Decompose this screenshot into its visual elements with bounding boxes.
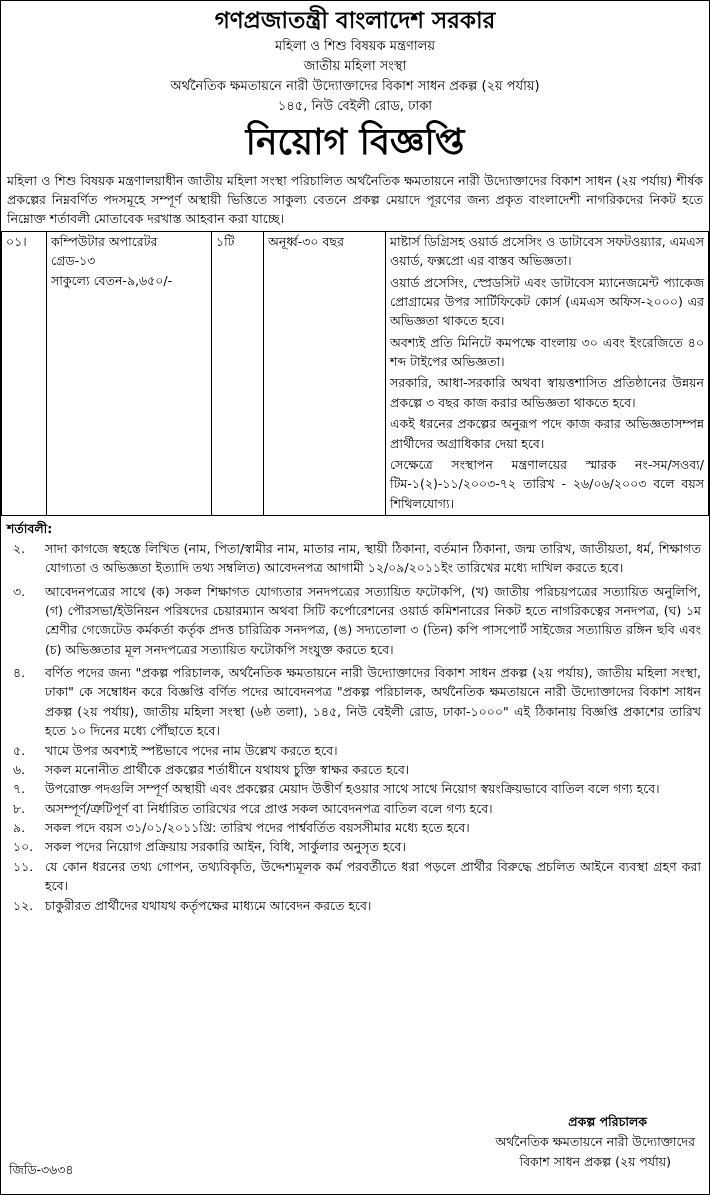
condition-text: উপরোক্ত পদগুলি সম্পূর্ণ অস্থায়ী এবং প্রকল্পের মেয়াদ উত্তীর্ণ হওয়ার সাথে সাথে নিয়োগ স্বয়ংক্রিয়ভাবে বাতিল বলে গণ্য হবে।	[45, 781, 660, 797]
post-salary: সাকুল্যে বেতন-৯,৬৫০/-	[51, 272, 173, 288]
post-grade: গ্রেড-১৩	[51, 253, 96, 269]
condition-number: ৬.	[13, 761, 26, 777]
ministry-name: মহিলা ও শিশু বিষয়ক মন্ত্রণালয়	[274, 38, 436, 54]
signatory-project-line1: অর্থনৈতিক ক্ষমতায়নে নারী উদ্যোক্তাদের	[495, 1134, 695, 1149]
condition-text: সকল মনোনীত প্রার্থীকে প্রকল্পের শর্তাধীনে যথাযথ চুক্তি স্বাক্ষর করতে হবে।	[45, 761, 410, 777]
qualification-item: অবশ্যই প্রতি মিনিটে কমপক্ষে বাংলায় ৩০ এবং ইংরেজিতে ৪০ শব্দ টাইপের অভিজ্ঞতা।	[390, 334, 704, 370]
qualification-item: একই ধরনের প্রকল্পের অনুরূপ পদে কাজ করার অভিজ্ঞতাসম্পন্ন প্রার্থীদের অগ্রাধিকার দেয়া হবে।	[390, 416, 704, 451]
qualification-item: ওয়ার্ড প্রসেসিং, স্প্রেডসিট এবং ডাটাবেস ম্যানেজমেন্ট প্যাকেজ প্রোগ্রামের উপর সার্টিফিকেট কোর্স (এমএস অফিস-২০০০) এর অভিজ্ঞতা থাকতে হবে।	[390, 274, 704, 329]
list-item	[1, 663, 709, 741]
post-details	[47, 231, 212, 515]
conditions-list	[1, 539, 709, 915]
list-item	[1, 779, 709, 798]
condition-text: বর্ণিত পদের জন্য "প্রকল্প পরিচালক, অর্থনৈতিক ক্ষমতায়নে নারী উদ্যোক্তাদের বিকাশ সাধন প্রকল্প (২য় পর্যায়), জাতীয় মহিলা সংস্থা, ঢাকা" কে সম্বোধন করে বিজ্ঞপ্তি বর্ণিত পদের আবেদনপত্র "প্রকল্প পরিচালক, অর্থনৈতিক ক্ষমতায়নে নারী উদ্যোক্তাদের বিকাশ সাধন প্রকল্প (২য় পর্যায়), জাতীয় মহিলা সংস্থা (৬ষ্ঠ তলা), ১৪৫, নিউ বেইলী রোড, ঢাকা-১০০০" এই ঠিকানায় বিজ্ঞপ্তি প্রকাশের তারিখ হতে ১০ দিনের মধ্যে পৌঁছাতে হবে।	[45, 665, 701, 739]
post-age-limit: অনূর্ধ্ব-৩০ বছর	[264, 231, 386, 515]
qualification-item: মাষ্টার্স ডিগ্রিসহ ওয়ার্ড প্রসেসিং ও ডাটাবেস সফটওয়্যার, এমএস ওয়ার্ড, ফক্সপ্রো এর বাস্তব অভিজ্ঞতা।	[390, 233, 704, 269]
signatory-designation: প্রকল্প পরিচালক	[568, 1114, 647, 1129]
list-item	[1, 818, 709, 837]
project-name: অর্থনৈতিক ক্ষমতায়নে নারী উদ্যোক্তাদের বিকাশ সাধন প্রকল্প (২য় পর্যায়)	[170, 79, 540, 95]
condition-number: ১০.	[13, 839, 34, 855]
condition-number: ১১.	[13, 858, 34, 874]
post-count: ১টি	[212, 231, 264, 515]
list-item	[1, 539, 709, 578]
notice-header	[1, 7, 709, 165]
condition-number: ৩.	[13, 583, 26, 599]
condition-text: সকল পদের নিয়োগ প্রক্রিয়ায় সরকারি আইন, বিধি, সার্কুলার অনুসৃত হবে।	[45, 839, 406, 855]
list-item	[1, 799, 709, 818]
post-table	[1, 231, 709, 516]
signature-block	[495, 1112, 695, 1172]
condition-text: অসম্পূর্ণ/ত্রুটিপূর্ণ বা নির্ধারিত তারিখের পরে প্রাপ্ত সকল আবেদনপত্র বাতিল বলে গণ্য হবে।	[45, 800, 493, 816]
condition-text: খামে উপর অবশ্যই স্পষ্টভাবে পদের নাম উল্লেখ করতে হবে।	[45, 742, 338, 758]
signatory-project-line2: বিকাশ সাধন প্রকল্প (২য় পর্যায়)	[519, 1154, 671, 1169]
condition-text: যে কোন ধরনের তথ্য গোপন, তথ্যবিকৃতি, উদ্দেশ্যমূলক কর্ম পরবর্তীতে ধরা পড়লে প্রার্থীর বিরুদ্ধে প্রচলিত আইনে ব্যবস্থা গ্রহণ করা হবে।	[45, 858, 701, 894]
gd-number: জিডি-৩৬৩৪	[9, 1162, 74, 1177]
list-item	[1, 760, 709, 779]
condition-number: ২.	[13, 540, 26, 556]
condition-number: ১২.	[13, 897, 34, 913]
conditions-heading: শর্তাবলী:	[7, 521, 53, 537]
intro-paragraph: মহিলা ও শিশু বিষয়ক মন্ত্রণালয়াধীন জাতীয় মহিলা সংস্থা পরিচালিত অর্থনৈতিক ক্ষমতায়নে নারী উদ্যোক্তাদের বিকাশ সাধন (২য় পর্যায়) শীর্ষক প্রকল্পের নিম্নবর্ণিত পদসমূহে সম্পূর্ণ অস্থায়ী ভিত্তিতে সাকুল্য বেতনে প্রকল্প মেয়াদে পূরণের জন্য প্রকৃত বাংলাদেশী নাগরিকদের নিকট হতে নিম্নোক্ত শর্তাবলী মোতাবেক দরখাস্ত আহবান করা যাচ্ছে।	[7, 172, 703, 227]
government-name: গণপ্রজাতন্ত্রী বাংলাদেশ সরকার	[214, 8, 496, 34]
condition-number: ৮.	[13, 800, 26, 816]
organization-name: জাতীয় মহিলা সংস্থা	[303, 59, 407, 75]
condition-text: আবেদনপত্রের সাথে (ক) সকল শিক্ষাগত যোগ্যতার সনদপত্রের সত্যায়িত ফটোকপি, (খ) জাতীয় পরিচয়পত্রের সত্যায়িত অনুলিপি, (গ) পৌরসভা/ইউনিয়ন পরিষদের চেয়ারম্যান অথবা সিটি কর্পোরেশনের ওয়ার্ড কমিশনারের নিকট হতে নাগরিকত্বের সনদপত্র, (ঘ) ১ম শ্রেণীর গেজেটেড কর্মকর্তা কর্তৃক প্রদত্ত চারিত্রিক সনদপত্র, (ঙ) সদ্যতোলা ৩ (তিন) কপি পাসপোর্ট সাইজের সত্যায়িত রঙ্গিন ছবি এবং (চ) অভিজ্ঞতার মূল সনদপত্রের সত্যায়িত ফটোকপি সংযুক্ত করতে হবে।	[45, 583, 701, 657]
list-item	[1, 582, 709, 660]
office-address: ১৪৫, নিউ বেইলী রোড, ঢাকা	[277, 99, 433, 115]
condition-text: সকল পদে বয়স ৩১/০১/২০১১খ্রি: তারিখ পদের পার্শ্ববর্তিত বয়সসীমার মধ্যে হতে হবে।	[45, 820, 470, 836]
list-item	[1, 857, 709, 896]
qualification-item: সেক্ষেত্রে সংস্থাপন মন্ত্রণালয়ের স্মারক নং-সম/সওব্য/টিম-১(২)-১১/২০০৩-৭২ তারিখ - ২৬/০৬/২০০৩ বলে বয়স শিথিলযোগ্য।	[390, 456, 704, 511]
post-name: কম্পিউটার অপারেটর	[51, 233, 158, 249]
qualification-item: সরকারি, আধা-সরকারি অথবা স্বায়ত্তশাসিত প্রতিষ্ঠানের উন্নয়ন প্রকল্পে ৩ বছর কাজ করার অভিজ্ঞতা থাকতে হবে।	[390, 375, 704, 410]
list-item	[1, 896, 709, 915]
condition-number: ৭.	[13, 781, 26, 797]
condition-number: ৯.	[13, 820, 26, 836]
notice-title: নিয়োগ বিজ্ঞপ্তি	[245, 122, 465, 164]
post-serial: ০১।	[2, 231, 47, 515]
condition-number: ৪.	[13, 665, 26, 681]
condition-text: সাদা কাগজে স্বহস্তে লিখিত (নাম, পিতা/স্বামীর নাম, মাতার নাম, স্থায়ী ঠিকানা, বর্তমান ঠিকানা, জন্ম তারিখ, জাতীয়তা, ধর্ম, শিক্ষাগত যোগ্যতা ও অভিজ্ঞতা ইত্যাদি তথ্য সম্বলিত) আবেদনপত্র আগামী ১২/০৯/২০১১ইং তারিখের মধ্যে দাখিল করতে হবে।	[45, 540, 701, 576]
post-qualifications	[386, 231, 709, 515]
table-row	[2, 231, 709, 515]
condition-number: ৫.	[13, 742, 26, 758]
list-item	[1, 741, 709, 760]
list-item	[1, 837, 709, 856]
condition-text: চাকুরীরত প্রার্থীদের যথাযথ কর্তৃপক্ষের মাধ্যমে আবেদন করতে হবে।	[45, 897, 372, 913]
